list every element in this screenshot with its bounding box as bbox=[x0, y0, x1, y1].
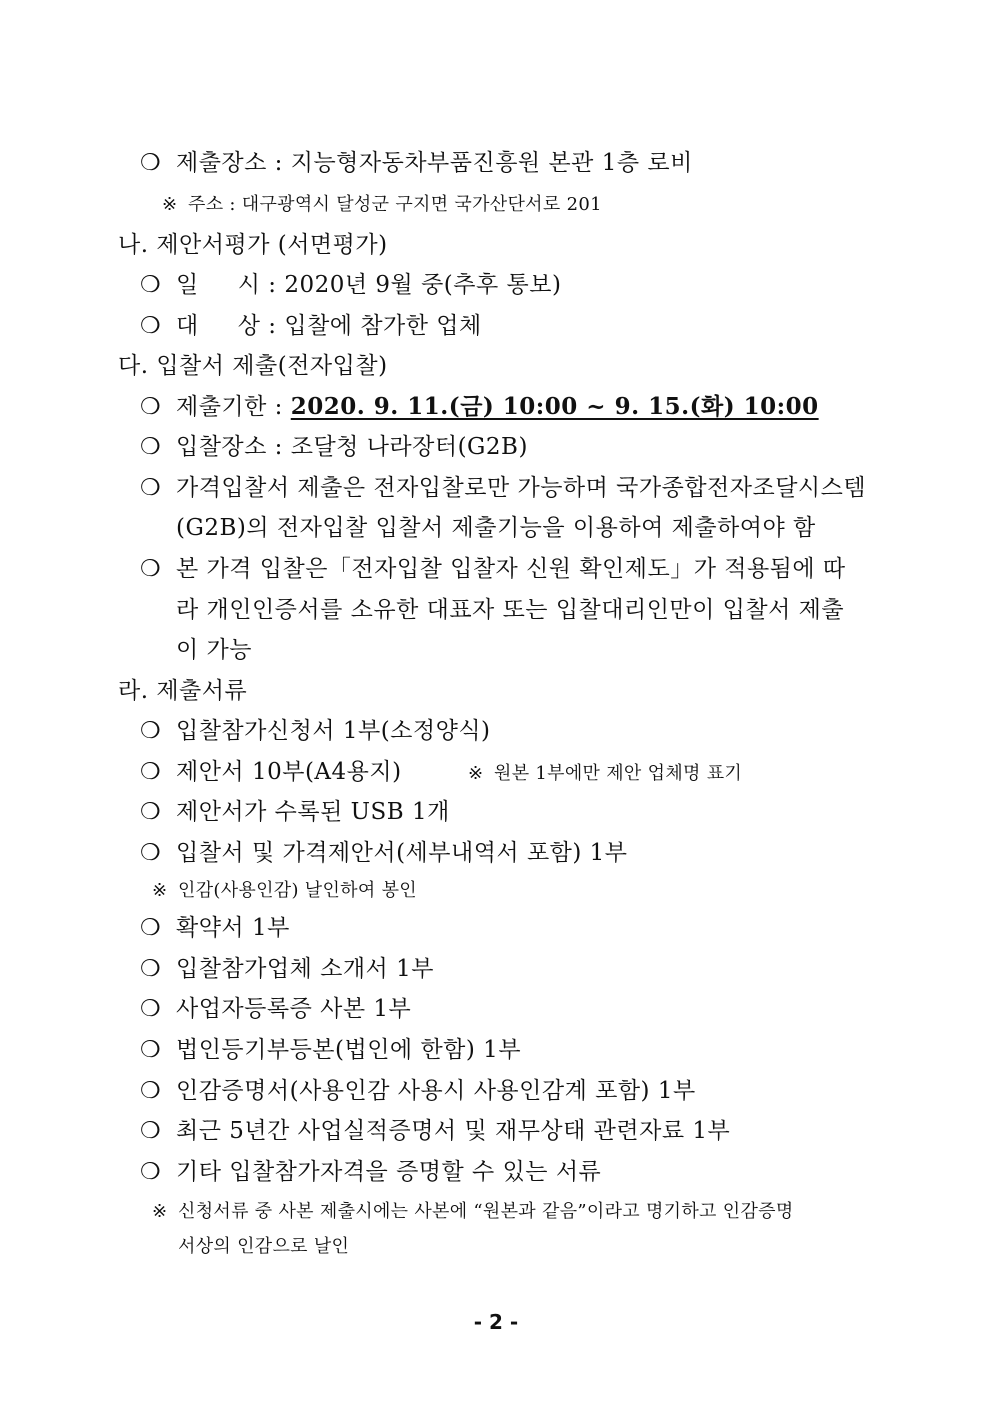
doc-proposal-item: ❍ 제안서 10부(A4용지) bbox=[140, 759, 402, 785]
bullet-icon: ❍ bbox=[140, 718, 162, 744]
reference-mark-icon: ※ bbox=[152, 1201, 168, 1222]
section-heading-ra: 라. 제출서류 bbox=[118, 678, 248, 704]
reference-mark-icon: ※ bbox=[468, 763, 484, 784]
doc-pledge-item: ❍ 확약서 1부 bbox=[140, 915, 290, 941]
copy-note: ※ 신청서류 중 사본 제출시에는 사본에 “원본과 같음”이라고 명기하고 인감증명 bbox=[152, 1197, 794, 1227]
section-heading-na: 나. 제안서평가 (서면평가) bbox=[118, 232, 388, 258]
price-bid-item: ❍ 가격입찰서 제출은 전자입찰로만 가능하며 국가종합전자조달시스템 bbox=[140, 475, 867, 501]
bullet-icon: ❍ bbox=[140, 475, 162, 501]
bullet-icon: ❍ bbox=[140, 840, 162, 866]
address-note: ※ 주소 : 대구광역시 달성군 구지면 국가산단서로 201 bbox=[162, 190, 602, 220]
seal-note: ※ 인감(사용인감) 날인하여 봉인 bbox=[152, 876, 417, 906]
doc-application-item: ❍ 입찰참가신청서 1부(소정양식) bbox=[140, 718, 491, 744]
doc-usb-item: ❍ 제안서가 수록된 USB 1개 bbox=[140, 799, 450, 825]
bullet-icon: ❍ bbox=[140, 1118, 162, 1144]
bullet-icon: ❍ bbox=[140, 799, 162, 825]
identity-item: ❍ 본 가격 입찰은「전자입찰 입찰자 신원 확인제도」가 적용됨에 따 bbox=[140, 556, 846, 582]
deadline-value: 2020. 9. 11.(금) 10:00 ~ 9. 15.(화) 10:00 bbox=[290, 393, 819, 420]
submit-place-item: ❍ 제출장소 : 지능형자동차부품진흥원 본관 1층 로비 bbox=[140, 150, 693, 176]
doc-performance-item: ❍ 최근 5년간 사업실적증명서 및 재무상태 관련자료 1부 bbox=[140, 1118, 731, 1144]
target-item: ❍ 대 상 : 입찰에 참가한 업체 bbox=[140, 313, 482, 339]
bullet-icon: ❍ bbox=[140, 956, 162, 982]
bullet-icon: ❍ bbox=[140, 556, 162, 582]
copy-note-continued: 서상의 인감으로 날인 bbox=[178, 1236, 350, 1257]
bullet-icon: ❍ bbox=[140, 996, 162, 1022]
proposal-note: ※ 원본 1부에만 제안 업체명 표기 bbox=[468, 759, 742, 789]
date-item: ❍ 일 시 : 2020년 9월 중(추후 통보) bbox=[140, 272, 562, 298]
bullet-icon: ❍ bbox=[140, 434, 162, 460]
bullet-icon: ❍ bbox=[140, 1037, 162, 1063]
doc-biz-item: ❍ 사업자등록증 사본 1부 bbox=[140, 996, 412, 1022]
section-heading-da: 다. 입찰서 제출(전자입찰) bbox=[118, 353, 388, 379]
deadline-item: ❍ 제출기한 : 2020. 9. 11.(금) 10:00 ~ 9. 15.(화) 10:00 bbox=[140, 393, 819, 420]
bullet-icon: ❍ bbox=[140, 759, 162, 785]
bullet-icon: ❍ bbox=[140, 915, 162, 941]
bullet-icon: ❍ bbox=[140, 272, 162, 298]
doc-bid-item: ❍ 입찰서 및 가격제안서(세부내역서 포함) 1부 bbox=[140, 840, 628, 866]
doc-intro-item: ❍ 입찰참가업체 소개서 1부 bbox=[140, 956, 434, 982]
bullet-icon: ❍ bbox=[140, 150, 162, 176]
identity-continued: 라 개인인증서를 소유한 대표자 또는 입찰대리인만이 입찰서 제출 bbox=[176, 597, 845, 623]
reference-mark-icon: ※ bbox=[152, 880, 168, 901]
price-bid-continued: (G2B)의 전자입찰 입찰서 제출기능을 이용하여 제출하여야 함 bbox=[176, 515, 816, 541]
bullet-icon: ❍ bbox=[140, 1078, 162, 1104]
doc-etc-item: ❍ 기타 입찰참가자격을 증명할 수 있는 서류 bbox=[140, 1159, 602, 1185]
bullet-icon: ❍ bbox=[140, 394, 162, 420]
identity-continued-2: 이 가능 bbox=[176, 637, 252, 663]
reference-mark-icon: ※ bbox=[162, 194, 178, 215]
doc-seal-item: ❍ 인감증명서(사용인감 사용시 사용인감계 포함) 1부 bbox=[140, 1078, 696, 1104]
bid-place-item: ❍ 입찰장소 : 조달청 나라장터(G2B) bbox=[140, 434, 528, 460]
doc-corp-item: ❍ 법인등기부등본(법인에 한함) 1부 bbox=[140, 1037, 522, 1063]
bullet-icon: ❍ bbox=[140, 313, 162, 339]
bullet-icon: ❍ bbox=[140, 1159, 162, 1185]
page-number: - 2 - bbox=[473, 1310, 519, 1334]
